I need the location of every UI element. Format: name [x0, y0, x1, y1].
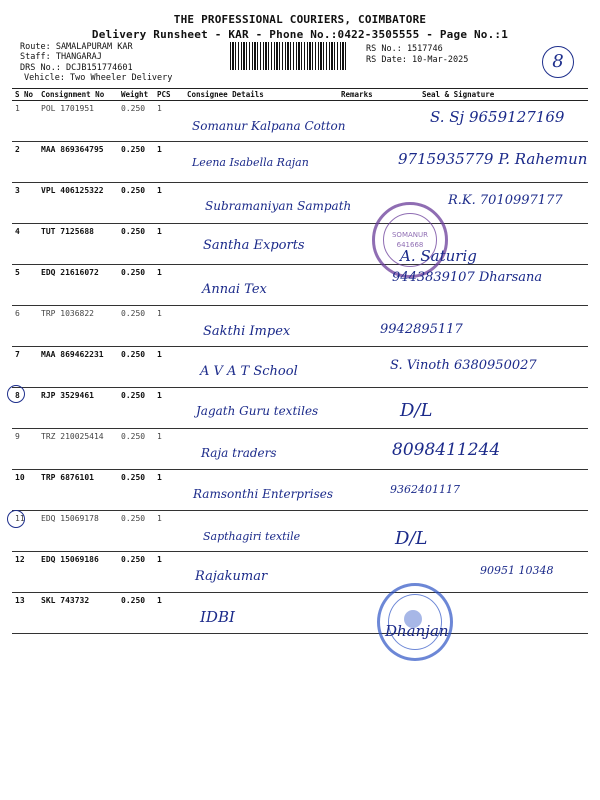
cell-consignment: MAA 869462231 [38, 347, 118, 388]
cell-consignment: SKL 743732 [38, 593, 118, 634]
staff-label: Staff: THANGARAJ [20, 52, 102, 62]
signature: S. Sj 9659127169 [430, 108, 565, 126]
consignee-handwriting: Sapthagiri textile [203, 530, 301, 543]
signature: R.K. 7010997177 [448, 193, 563, 208]
cell-weight: 0.250 [118, 593, 154, 634]
consignee-handwriting: A V A T School [200, 364, 298, 379]
cell-weight: 0.250 [118, 552, 154, 593]
stamp-subtext: 641668 [396, 241, 424, 249]
cell-consignment: TRZ 210025414 [38, 429, 118, 470]
consignee-handwriting: Sakthi Impex [203, 324, 291, 339]
cell-weight: 0.250 [118, 183, 154, 224]
cell-consignment: TRP 6876101 [38, 470, 118, 511]
vehicle-label: Vehicle: Two Wheeler Delivery [24, 73, 173, 83]
cell-pcs: 1 [154, 306, 184, 347]
cell-sno: 12 [12, 552, 38, 593]
cell-consignment: EDQ 15069178 [38, 511, 118, 552]
consignee-handwriting: IDBI [200, 608, 235, 626]
table-header [12, 89, 588, 101]
signature: D/L [400, 400, 433, 421]
cell-sno: 1 [12, 101, 38, 142]
signature: 9715935779 P. Rahemun [398, 150, 588, 168]
cell-weight: 0.250 [118, 388, 154, 429]
cell-pcs: 1 [154, 265, 184, 306]
cell-consignment: EDQ 21616072 [38, 265, 118, 306]
cell-pcs: 1 [154, 183, 184, 224]
signature: A. Saturig [400, 247, 477, 265]
consignee-handwriting: Somanur Kalpana Cotton [192, 119, 346, 133]
consignee-handwriting: Ramsonthi Enterprises [193, 487, 333, 501]
cell-sno: 10 [12, 470, 38, 511]
drs-label: DRS No.: DCJB151774601 [20, 63, 133, 73]
cell-sno: 8 [12, 388, 38, 429]
cell-consignment: POL 1701951 [38, 101, 118, 142]
sheet-subtitle: Delivery Runsheet - KAR - Phone No.:0422-3505555 - Page No.:1 [91, 28, 509, 41]
col-consignee: Consignee Details [184, 89, 338, 101]
cell-weight: 0.250 [118, 265, 154, 306]
signature: S. Vinoth 6380950027 [390, 358, 537, 373]
cell-pcs: 1 [154, 142, 184, 183]
cell-weight: 0.250 [118, 429, 154, 470]
stamp-text: SOMANUR [391, 231, 428, 239]
cell-weight: 0.250 [118, 224, 154, 265]
consignee-handwriting: Annai Tex [202, 282, 267, 297]
cell-sno: 5 [12, 265, 38, 306]
cell-pcs: 1 [154, 552, 184, 593]
col-consignment: Consignment No [38, 89, 118, 101]
cell-consignment: EDQ 15069186 [38, 552, 118, 593]
cell-weight: 0.250 [118, 347, 154, 388]
company-seal-stamp [372, 202, 448, 278]
col-pcs: PCS [154, 89, 184, 101]
consignee-handwriting: Subramaniyan Sampath [205, 199, 352, 213]
cell-sno: 9 [12, 429, 38, 470]
signature: D/L [395, 528, 428, 549]
consignee-handwriting: Jagath Guru textiles [196, 404, 319, 418]
cell-consignment: TRP 1036822 [38, 306, 118, 347]
cell-consignment: VPL 406125322 [38, 183, 118, 224]
cell-pcs: 1 [154, 224, 184, 265]
consignee-handwriting: Santha Exports [203, 238, 305, 253]
page-mark: 8 [542, 46, 574, 78]
route-label: Route: SAMALAPURAM KAR [20, 42, 133, 52]
cell-pcs: 1 [154, 593, 184, 634]
consignee-handwriting: Rajakumar [195, 569, 268, 584]
col-signature: Seal & Signature [392, 89, 588, 101]
signature: 9942895117 [380, 322, 463, 337]
consignee-handwriting: Leena Isabella Rajan [192, 156, 309, 169]
table-row [12, 593, 588, 634]
cell-weight: 0.250 [118, 101, 154, 142]
cell-consignment: RJP 3529461 [38, 388, 118, 429]
cell-pcs: 1 [154, 347, 184, 388]
rs-date: RS Date: 10-Mar-2025 [366, 55, 469, 65]
cell-sno: 2 [12, 142, 38, 183]
cell-consignment: TUT 7125688 [38, 224, 118, 265]
cell-sno: 13 [12, 593, 38, 634]
signature: 9362401117 [390, 483, 460, 496]
cell-weight: 0.250 [118, 306, 154, 347]
cell-sno: 6 [12, 306, 38, 347]
cell-sno: 4 [12, 224, 38, 265]
signature: 8098411244 [392, 440, 501, 460]
signature: 90951 10348 [480, 564, 554, 577]
cell-sno: 11 [12, 511, 38, 552]
table-row [12, 429, 588, 470]
cell-sno: 3 [12, 183, 38, 224]
col-sno: S No [12, 89, 38, 101]
company-title: THE PROFESSIONAL COURIERS, COIMBATORE [173, 13, 427, 26]
row-circle-mark [7, 510, 25, 528]
cell-consignment: MAA 869364795 [38, 142, 118, 183]
col-remarks: Remarks [338, 89, 392, 101]
row-circle-mark [7, 385, 25, 403]
barcode [230, 42, 348, 70]
signature: 9443839107 Dharsana [392, 270, 543, 285]
signature: Dhanjan [385, 622, 449, 640]
cell-pcs: 1 [154, 511, 184, 552]
cell-pcs: 1 [154, 388, 184, 429]
cell-weight: 0.250 [118, 511, 154, 552]
rs-number: RS No.: 1517746 [366, 44, 443, 54]
cell-pcs: 1 [154, 429, 184, 470]
col-weight: Weight [118, 89, 154, 101]
cell-weight: 0.250 [118, 142, 154, 183]
consignee-handwriting: Raja traders [201, 446, 277, 460]
cell-sno: 7 [12, 347, 38, 388]
cell-pcs: 1 [154, 101, 184, 142]
cell-pcs: 1 [154, 470, 184, 511]
cell-weight: 0.250 [118, 470, 154, 511]
table-row [12, 306, 588, 347]
